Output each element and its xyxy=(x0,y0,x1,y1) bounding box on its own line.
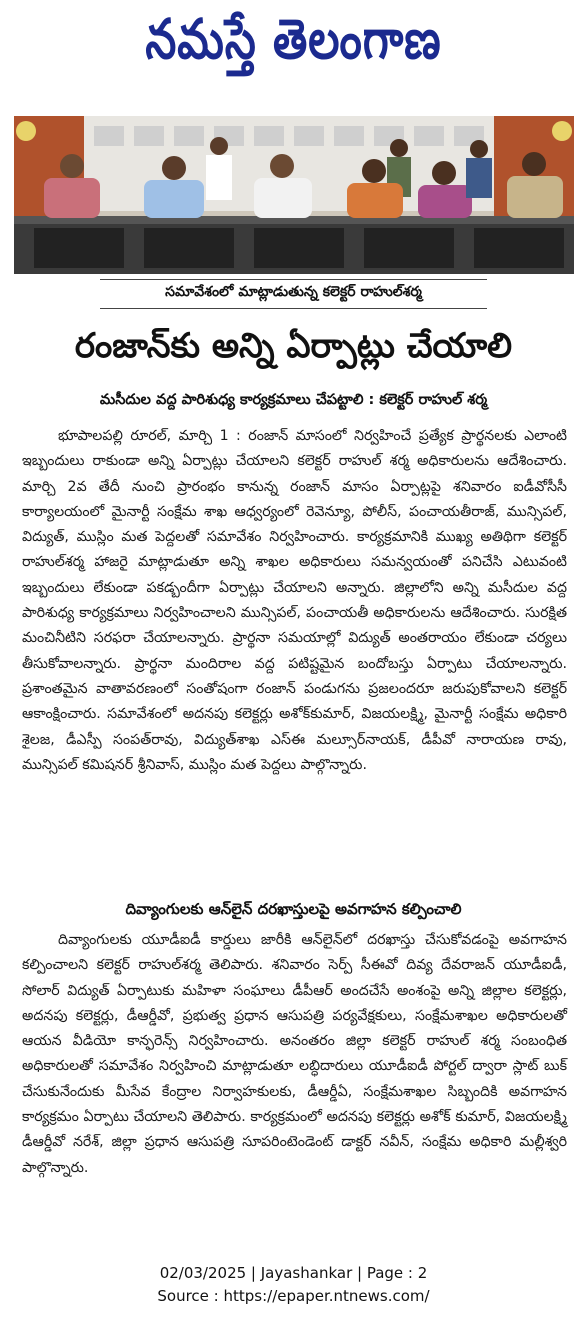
article-body-section-2 xyxy=(22,928,567,1181)
meeting-photo-illustration xyxy=(14,116,574,274)
article-headline: రంజాన్‌కు అన్ని ఏర్పాట్లు చేయాలి xyxy=(74,326,513,366)
newspaper-logo: నమస్తే తెలంగాణ xyxy=(145,8,442,72)
caption-rule-top xyxy=(100,279,487,280)
article-body-section-1 xyxy=(22,424,567,778)
footer-date-edition: 02/03/2025 | Jayashankar | Page : 2 xyxy=(159,1264,428,1282)
footer-source: Source : https://epaper.ntnews.com/ xyxy=(157,1287,430,1305)
photo-caption: సమావేశంలో మాట్లాడుతున్న కలెక్టర్ రాహుల్‌శర్మ xyxy=(165,284,422,300)
article-photo xyxy=(14,116,574,274)
masthead xyxy=(0,0,587,110)
article-subheadline-2: దివ్యాంగులకు ఆన్‌లైన్ దరఖాస్తులపై అవగాహన కల్పించాలి xyxy=(125,900,462,918)
article-subheadline: మసీదుల వద్ద పారిశుధ్య కార్యక్రమాలు చేపట్టాలి : కలెక్టర్ రాహుల్ శర్మ xyxy=(99,392,488,408)
article-paragraph: దివ్యాంగులకు యూడీఐడీ కార్డులు జారీకి ఆన్‌లైన్‌లో దరఖాస్తు చేసుకోవడంపై అవగాహన కల్పించాలని కలెక్టర్ రాహుల్‌శర్మ తెలిపారు. శనివారం సెర్ప్ సీఈవో దివ్య దేవరాజన్ యూడీఐడీ, సోలార్ విద్యుత్ ఏర్పాటుకు మహిళా సంఘాలు డీపీఆర్ అందచేసే అంశంపై అన్ని జిల్లాల కలెక్టర్లు, అదనపు కలెక్టర్లు, డీఆర్డీవో, ప్రభుత్వ ప్రధాన ఆసుపత్రి పర్యవేక్షకులు, సంక్షేమశాఖల అధికారులతో ఆయన వీడియో కాన్ఫరెన్స్ నిర్వహించారు. అనంతరం జిల్లా కలెక్టర్ రాహుల్ శర్మ సంబంధిత అధికారులతో సమావేశం నిర్వహించి మాట్లాడుతూ లబ్ధిదారులు యూడీఐడీ పోర్టల్ ద్వారా స్లాట్ బుక్ చేసుకునేందుకు మీసేవ కేంద్రాల నిర్వాహకులకు, డీఆర్డీఏ, సంక్షేమశాఖల సిబ్బందికి అవగాహన కార్యక్రమం ఏర్పాటు చేయాలని తెలిపారు. కార్యక్రమంలో అదనపు కలెక్టర్లు అశోక్ కుమార్, విజయలక్ష్మి డీఆర్డీవో నరేశ్, జిల్లా ప్రధాన ఆసుపత్రి సూపరింటెండెంట్ డాక్టర్ నవీన్, సంక్షేమ అధికారి మల్లీశ్వరి పాల్గొన్నారు. xyxy=(22,932,567,1176)
article-paragraph: భూపాలపల్లి రూరల్, మార్చి 1 : రంజాన్ మాసంలో నిర్వహించే ప్రత్యేక ప్రార్థనలకు ఎలాంటి ఇబ్బందులు రాకుండా అన్ని ఏర్పాట్లు చేయాలని కలెక్టర్ రాహుల్ శర్మ అధికారులను ఆదేశించారు. మార్చి 2వ తేదీ నుంచి ప్రారంభం కానున్న రంజాన్ మాసం ఏర్పాట్లపై శనివారం ఐడీవోసీసీ కార్యాలయంలో మైనార్టీ సంక్షేమ శాఖ ఆధ్వర్యంలో రెవెన్యూ, పోలీస్, పంచాయతీరాజ్, మున్సిపల్, విద్యుత్, ముస్లిం మత పెద్దలతో సమావేశం నిర్వహించారు. కార్యక్రమానికి ముఖ్య అతిథిగా కలెక్టర్ రాహుల్‌శర్మ హాజరై మాట్లాడుతూ అన్ని శాఖల అధికారులు సమన్వయంతో పనిచేసి ఎటువంటి ఇబ్బందులు లేకుండా పకడ్బందీగా ఏర్పాట్లు చేయాలని అన్నారు. జిల్లాలోని అన్ని మసీదుల వద్ద పారిశుధ్య కార్యక్రమాలు నిర్వహించాలని మున్సిపల్, పంచాయతీ అధికారులను ఆదేశించారు. సురక్షిత మంచినీటిని సరఫరా చేయాలన్నారు. ప్రార్థనా సమయాల్లో విద్యుత్ అంతరాయం లేకుండా చర్యలు తీసుకోవాలన్నారు. ప్రార్థనా మందిరాల వద్ద పటిష్టమైన బందోబస్తు ఏర్పాటు చేయాలన్నారు. ప్రశాంతమైన వాతావరణంలో సంతోషంగా రంజాన్ పండుగను ప్రజలందరూ జరుపుకోవాలని కలెక్టర్ ఆకాంక్షించారు. సమావేశంలో అదనపు కలెక్టర్లు అశోక్‌కుమార్, విజయలక్ష్మి, మైనార్టీ సంక్షేమ అధికారి శైలజ, డీఎస్పీ సంపత్‌రావు, విద్యుత్‌శాఖ ఎస్ఈ మల్సూర్‌నాయక్, డీపీవో నారాయణ రావు, మున్సిపల్ కమిషనర్ శ్రీనివాస్, ముస్లిం మత పెద్దలు పాల్గొన్నారు. xyxy=(22,428,567,773)
caption-rule-bottom xyxy=(100,308,487,309)
